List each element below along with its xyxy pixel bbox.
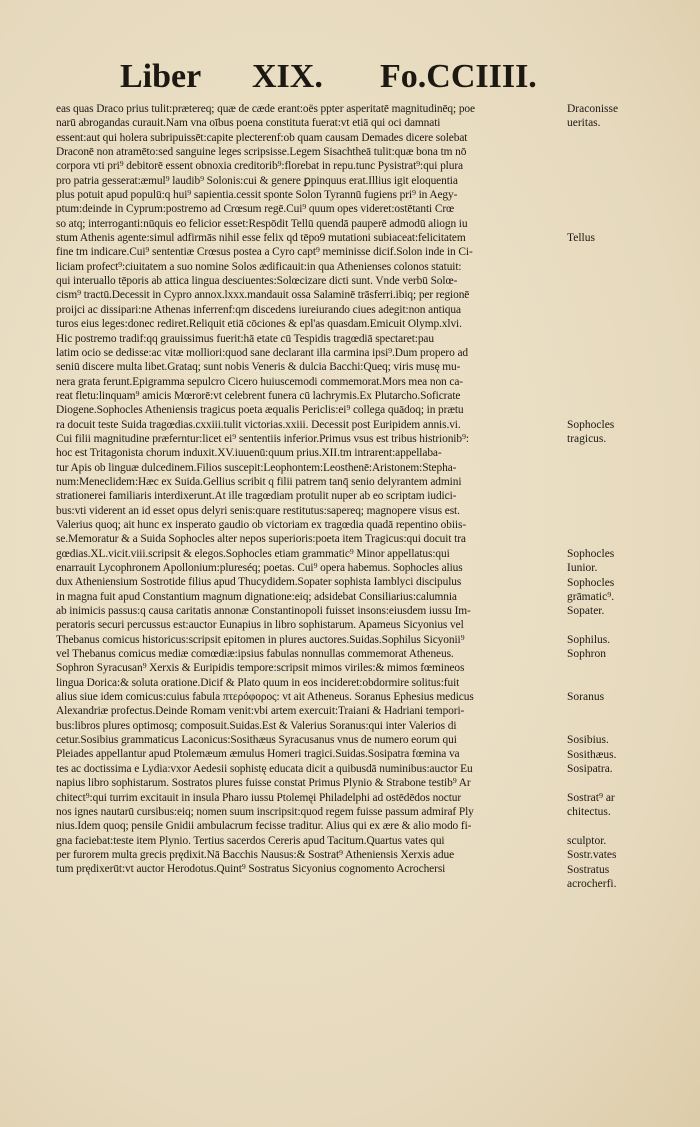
text-line: latim ocio se dedisse:ac vitæ molliori:quod sane declarant illa carmina ipsi⁹.Dum propero ad xyxy=(56,346,468,359)
margin-note: Sostratus xyxy=(567,863,610,876)
text-line: peratoris securi percussus est:auctor Eunapius in libro sophistarum. Apameus Sicyonius vel xyxy=(56,619,464,632)
text-line: corpora vti pri⁹ debitorē essent obnoxia creditorib⁹:florebat in repu.tunc Pysistrat⁹:qui plura xyxy=(56,160,463,173)
text-line: napius libro sophistarum. Sostratos plures fuisse constat Primus Plynio & Strabone testib⁹ Ar xyxy=(56,777,471,790)
text-line: essent:aut qui holera subripuissēt:capite plecterenf:ob quam causam Demades dicere solebat xyxy=(56,131,468,144)
text-line: enarrauit Lycophronem Apollonium:plureséq; poetas. Cui⁹ opera habemus. Sophocles alius xyxy=(56,562,463,574)
margin-note: Sophron xyxy=(567,648,606,661)
text-line: Thebanus comicus historicus:scripsit epitomen in plures auctores.Suidas.Sophilus Sicyonii⁹ xyxy=(56,633,465,646)
margin-note: Sophocles xyxy=(567,576,615,589)
text-line: Hic postremo tradif:qq grauissimus fuerit:hā etate cū Tespidis tragœdiā spectaret:pau xyxy=(56,332,434,345)
margin-note: Sopater. xyxy=(567,605,605,618)
margin-note: Iunior. xyxy=(567,562,598,575)
text-line: plus potuit apud populū:q hui⁹ sapientia.cessit sponte Solon Tyrannū fugiens pri⁹ in Aegy- xyxy=(56,189,458,202)
text-line: tur Apis ob linguæ dulcedinem.Filios suscepit:Leophontem:Leosthenē:Aristonem:Stepha- xyxy=(56,461,457,474)
margin-note: Soranus xyxy=(567,691,605,704)
text-line: strationerei familiaris interdixerunt.At ille tragœdiam protulit nuper ab eo scriptam iudici- xyxy=(56,490,457,503)
margin-note: Sosibius. xyxy=(567,734,609,747)
text-line: chitect⁹:qui turrim excitauit in insula Pharo iussu Ptolemęi Philadelphi ad ostēdēdos noctur xyxy=(56,791,462,804)
margin-note: Sophocles xyxy=(567,547,615,560)
margin-note: Sosithæus. xyxy=(567,748,617,761)
text-line: pro patria gesserat:æmul⁹ laudib⁹ Solonis:cui & genere ꝑpinquus erat.Illius igit eloquentia xyxy=(56,174,458,187)
margin-note: grāmatic⁹. xyxy=(567,590,615,603)
text-line: cism⁹ tractū.Decessit in Cypro annox.lxxx.mandauit ossa Salaminē trāsferri.ibiq; per regionē xyxy=(56,289,470,302)
text-line: nera grata ferunt.Epigramma sepulcro Cicero huiuscemodi commemorat.Mors mea non ca- xyxy=(56,375,463,388)
text-line: num:Meneclidem:Hæc ex Suida.Gellius scribit q filii patrem tanq̄ senio delyrantem admini xyxy=(56,475,462,488)
text-line: Valerius quoq; ait hunc ex insperato gaudio ob victoriam ex tragœdia quadā repentino obiis- xyxy=(56,518,467,531)
text-line: ra docuit teste Suida tragœdias.cxxiii.tulit victorias.xxiii. Decessit post Euripidem annis.vi. xyxy=(56,418,461,431)
margin-note: Sophocles xyxy=(567,418,615,431)
running-header xyxy=(110,58,590,104)
text-line: turos eius leges:donec rediret.Reliquit etiā cōciones & epl'as quasdam.Emicuit Olymp.xlvi. xyxy=(56,318,462,331)
margin-note: Sophilus. xyxy=(567,633,611,646)
text-line: narū abrogandas curauit.Nam vna oībus poena constituta fuerat:vt etiā qui oci damnati xyxy=(56,117,441,130)
text-line: seniū discere multa libet.Grataq; sunt nobis Veneris & dulcia Bacchi:Queq; viris musę mu- xyxy=(56,361,461,374)
text-line: qui interuallo tēporis ab attica lingua desciuentes:Solœcizare dicti sunt. Vnde verbū Solœ- xyxy=(56,275,458,288)
text-line: reat fletu:linquam⁹ amicis Mœrorē:vt celebrent funera cū lachrymis.Ex Plutarcho.Soficrate xyxy=(56,389,461,402)
margin-note: acrocherfi. xyxy=(567,877,617,890)
margin-note: tragicus. xyxy=(567,433,607,446)
header-book-number: XIX. xyxy=(252,58,323,95)
text-line: bus:vti viderent an id esset opus delyri senis:quare restitutus:sapereq; magnopere visus est. xyxy=(56,504,460,517)
text-line: so atq; interroganti:nūquis eo felicior esset:Respōdit Tellū quendā pauperē admodū aliogn iu xyxy=(56,217,468,230)
text-line: se.Memoratur & a Suida Sophocles alter nepos superioris:poeta item Tragicus:qui docuit tra xyxy=(56,533,466,546)
header-folio: Fo.CCIIII. xyxy=(380,58,537,95)
text-line: gœdias.XL.vicit.viii.scripsit & elegos.Sophocles etiam grammatic⁹ Minor appellatus:qui xyxy=(56,547,450,560)
margin-note: chitectus. xyxy=(567,806,611,819)
text-line: Sophron Syracusan⁹ Xerxis & Euripidis tempore:scripsit mimos viriles:& mimos fœmineos xyxy=(56,662,465,675)
text-line: fine tm indicare.Cui⁹ sententiæ Crœsus postea a Cyro capt⁹ meminisse dicif.Solon inde in Ci- xyxy=(56,246,473,259)
text-line: gna faciebat:teste item Plynio. Tertius sacerdos Cereris apud Tacitum.Quartus vates qui xyxy=(56,834,445,847)
margin-note: Sosipatra. xyxy=(567,763,613,776)
text-line: Cui filii magnitudine præferntur:licet ei⁹ sententiis inferior.Primus vsus est tribus histrionib⁹: xyxy=(56,432,469,445)
text-line: liciam profect⁹:ciuitatem a suo nomine Solos ædificauit:in qua Athenienses colonos statuit: xyxy=(56,260,462,273)
text-line: nos ignes nautarū cursibus:eiq; nomen suum inscripsit:quod regem fuisse passum admiraf Ply xyxy=(56,805,474,818)
margin-note: Draconisse xyxy=(567,103,619,115)
margin-note: ueritas. xyxy=(567,117,601,130)
text-line: ab inimicis passus:q causa caritatis annonæ Constantinopoli fuisset insons:eiusdem iussu Im- xyxy=(56,605,471,618)
text-line: dux Atheniensium Sostrotide filius apud Thucydidem.Sopater sophista Iamblyci discipulus xyxy=(56,576,462,589)
text-line: Draconē non atramēto:sed sanguine leges scripsisse.Legem Sisachtheā tulit:quæ bona tm nō xyxy=(56,146,467,159)
margin-note: Tellus xyxy=(567,232,595,245)
text-line: nius.Idem quoq; pensile Gnidii ambulacrum fecisse traditur. Alius qui ex ære & alio modo fi- xyxy=(56,820,472,833)
text-line: Alexandriæ profectus.Deinde Romam venit:vbi artem exercuit:Traiani & Hadriani tempori- xyxy=(56,705,465,718)
text-line: ptum:deinde in Cyprum:postremo ad Crœsum regē.Cui⁹ quum opes videret:ostētanti Crœ xyxy=(56,203,455,216)
text-line: Pleiades appellantur apud Ptolemæum æmulus Homeri tragici.Suidas.Sosipatra fœmina va xyxy=(56,748,460,761)
text-line: cetur.Sosibius grammaticus Laconicus:Sosithæus Syracusanus vnus de numero eorum qui xyxy=(56,734,457,747)
text-line: eas quas Draco prius tulit:prætereq; quæ de cæde erant:oës ppter asperitatē magnitudinēq; poe xyxy=(56,103,475,115)
text-line: bus:libros plures optimosq; composuit.Suidas.Est & Valerius Soranus:qui inter Valerios di xyxy=(56,719,457,732)
header-liber: Liber xyxy=(120,58,202,95)
margin-note: Sostrat⁹ ar xyxy=(567,791,615,804)
text-line: lingua Dorica:& soluta oratione.Dicif & Plato quum in eos incideret:obdormire solitus:fuit xyxy=(56,676,460,689)
text-line: alius siue idem comicus:cuius fabula πτερόφορος: vt ait Atheneus. Soranus Ephesius medicus xyxy=(56,691,474,704)
text-line: tum prędixerūt:vt auctor Herodotus.Quint⁹ Sostratus Sicyonius cognomento Acrochersi xyxy=(56,863,446,876)
text-line: hoc est Tritagonista chorum induxit.XV.iuuenū:quum prius.XII.tm intrarent:appellaba- xyxy=(56,447,442,460)
text-line: Diogene.Sophocles Atheniensis tragicus poeta æqualis Periclis:ei⁹ collega quādoq; in prætu xyxy=(56,404,464,417)
text-line: vel Thebanus comicus mediæ comœdiæ:ipsius fabulas nonnullas commemorat Atheneus. xyxy=(56,648,454,661)
text-line: tes ac doctissima e Lydia:vxor Aedesii sophistę educata dicit a quibusdā numinibus:auctor Eu xyxy=(56,762,473,775)
margin-note: Sostr.vates xyxy=(567,849,617,862)
text-line: in magna fuit apud Constantium magnum dignatione:eiq; adsidebat Consiliarius:calumnia xyxy=(56,590,457,603)
text-line: proijci ac dissipari:ne Athenas inferrenf:qm discedens iureiurando ciues adegit:non antiqua xyxy=(56,303,461,316)
margin-note: sculptor. xyxy=(567,834,607,847)
main-text-column xyxy=(56,102,564,877)
text-line: per furorem multa grecis prędixit.Nā Bacchis Nausus:& Sostrat⁹ Atheniensis Xerxis adue xyxy=(56,848,455,861)
text-line: stum Athenis agente:simul adfirmās nihil esse felix qd tēpo9 mutationi subiaceat:felicitatem xyxy=(56,232,466,245)
